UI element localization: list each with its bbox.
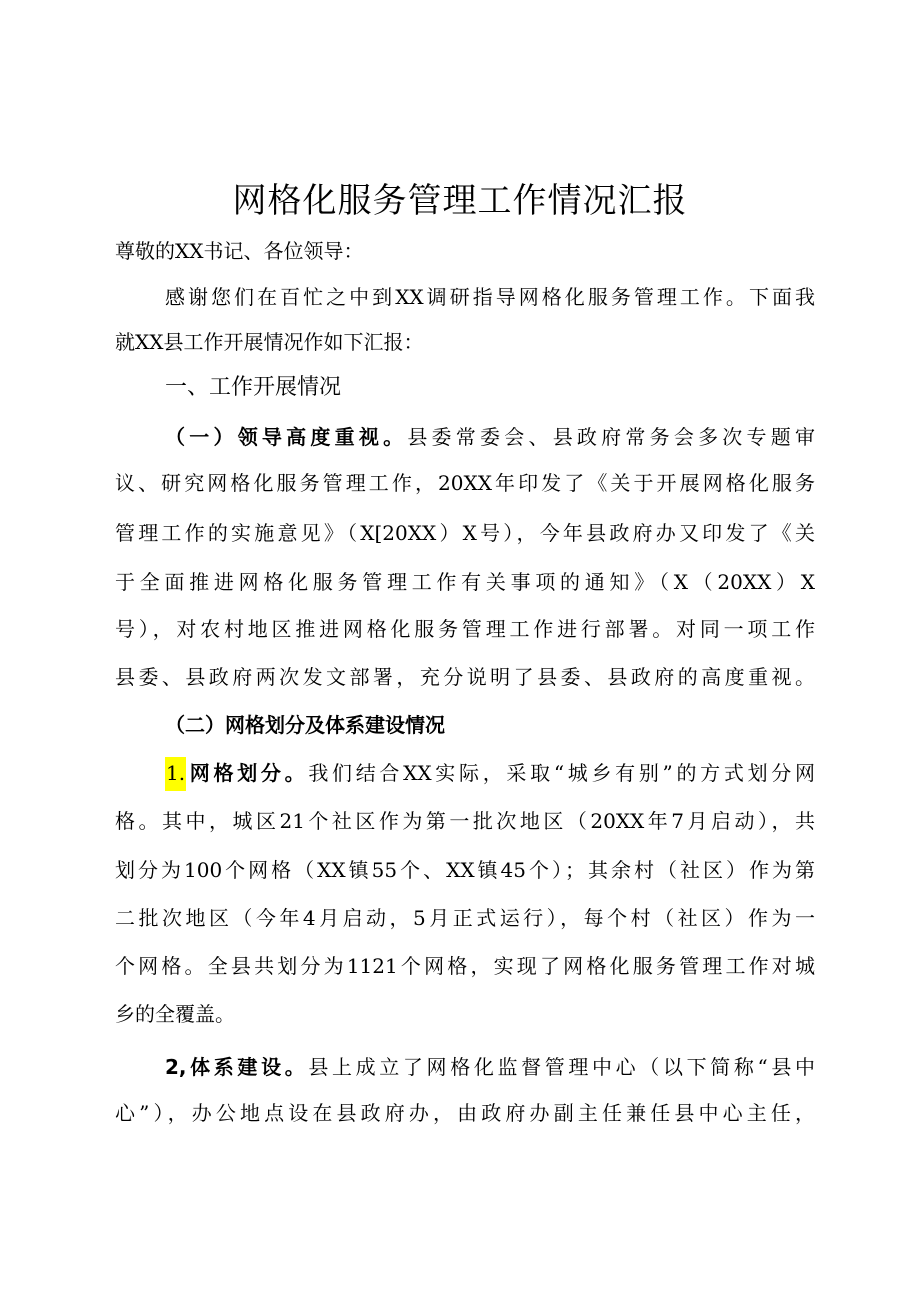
item1-line-6: 乡的全覆盖。 <box>115 1002 235 1026</box>
intro-line-1: 感谢您们在百忙之中到XX调研指导网格化服务管理工作。下面我 <box>165 285 815 309</box>
intro-line-2: 就XX县工作开展情况作如下汇报： <box>115 330 424 354</box>
item1-line-4: 二批次地区（今年4月启动，5月正式运行），每个村（社区）作为一 <box>115 906 815 930</box>
sub1-line-6: 县委、县政府两次发文部署，充分说明了县委、县政府的高度重视。 <box>115 665 815 689</box>
item2-heading: 2,体系建设。 <box>165 1055 309 1079</box>
item1-line-1 <box>165 758 815 788</box>
item1-line-2: 格。其中，城区21个社区作为第一批次地区（20XX年7月启动），共 <box>115 809 815 833</box>
item2-line-1 <box>165 1052 815 1082</box>
sub1-line-2: 议、研究网格化服务管理工作，20XX年印发了《关于开展网格化服务 <box>115 471 815 495</box>
item1-heading: 网格划分。 <box>186 761 309 785</box>
sub2-heading: （二）网格划分及体系建设情况 <box>165 713 445 737</box>
item1-text-1: 我们结合XX实际，采取“城乡有别”的方式划分网 <box>308 761 815 785</box>
item1-line-5: 个网格。全县共划分为1121个网格，实现了网格化服务管理工作对城 <box>115 954 815 978</box>
sub1-line-4: 于全面推进网格化服务管理工作有关事项的通知》（X（20XX）X <box>115 570 815 594</box>
item1-number-highlight: 1. <box>165 757 186 791</box>
sub1-line-3: 管理工作的实施意见》（X[20XX）X号），今年县政府办又印发了《关 <box>115 521 815 545</box>
sub1-heading: （一）领导高度重视。 <box>165 425 408 449</box>
item1-line-3: 划分为100个网格（XX镇55个、XX镇45个）；其余村（社区）作为第 <box>115 858 815 882</box>
salutation: 尊敬的XX书记、各位领导： <box>115 239 364 263</box>
section-heading-1: 一、工作开展情况 <box>165 375 342 400</box>
document-title: 网格化服务管理工作情况汇报 <box>232 181 688 221</box>
item2-text-1: 县上成立了网格化监督管理中心（以下简称“县中 <box>308 1055 816 1079</box>
item2-line-2: 心”），办公地点设在县政府办，由政府办副主任兼任县中心主任， <box>115 1101 815 1125</box>
sub1-line-1 <box>165 422 815 452</box>
sub1-line-5: 号），对农村地区推进网格化服务管理工作进行部署。对同一项工作 <box>115 617 815 641</box>
sub1-text-1: 县委常委会、县政府常务会多次专题审 <box>407 425 816 449</box>
